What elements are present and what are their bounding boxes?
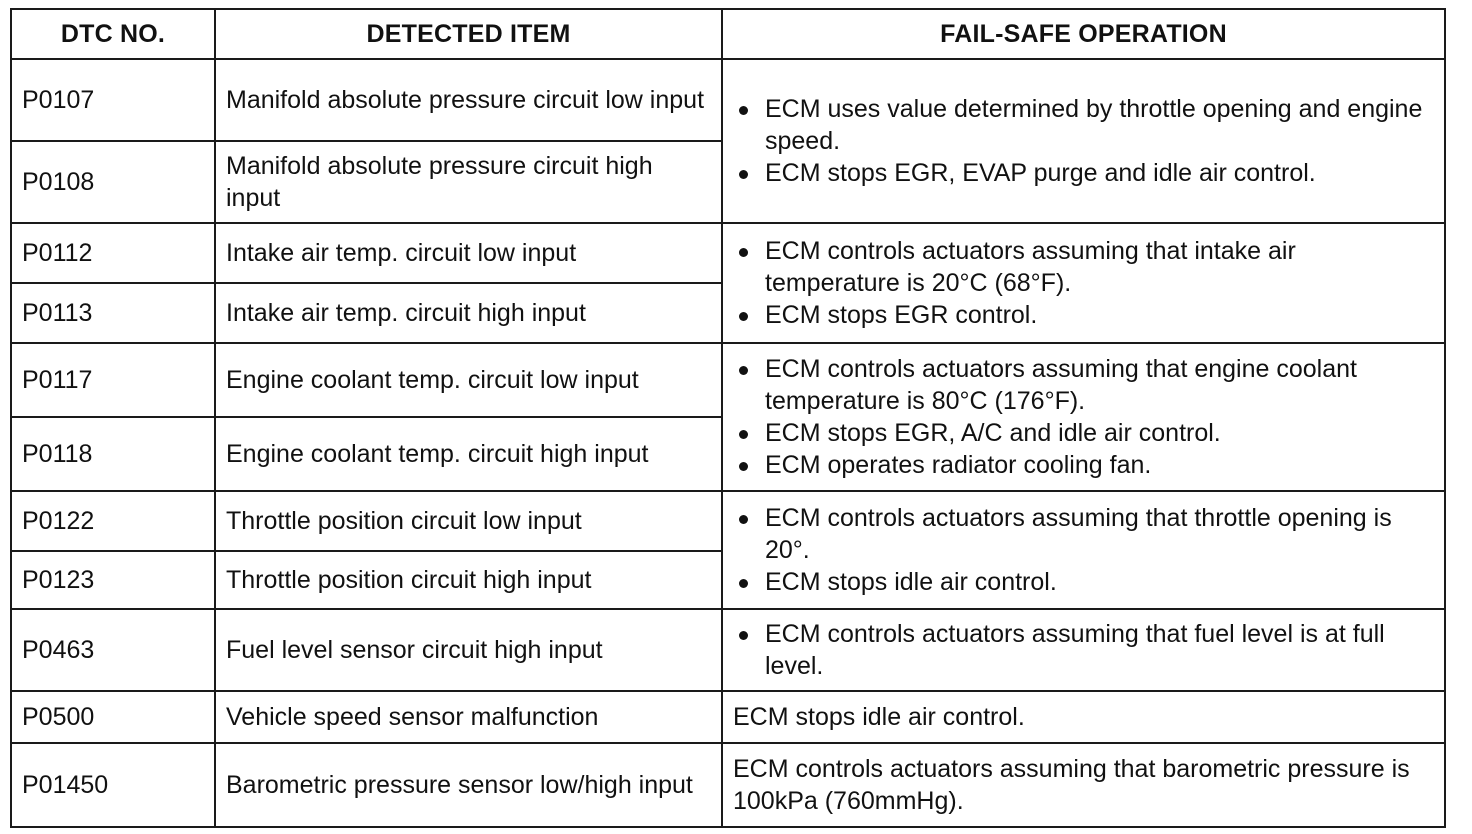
fail-safe-bullet: ECM stops EGR, A/C and idle air control. <box>733 417 1434 449</box>
fail-safe-cell <box>722 343 1445 491</box>
header-dtc-no: DTC NO. <box>11 9 215 59</box>
fail-safe-cell <box>722 59 1445 223</box>
fail-safe-bullet: ECM stops EGR control. <box>733 299 1434 331</box>
dtc-code: P0108 <box>11 141 215 223</box>
detected-item: Engine coolant temp. circuit high input <box>215 417 722 491</box>
table-row <box>11 343 1445 417</box>
detected-item: Intake air temp. circuit high input <box>215 283 722 343</box>
table-row <box>11 223 1445 283</box>
detected-item: Engine coolant temp. circuit low input <box>215 343 722 417</box>
detected-item: Barometric pressure sensor low/high input <box>215 743 722 827</box>
table-row <box>11 743 1445 827</box>
fail-safe-bullet: ECM uses value determined by throttle opening and engine speed. <box>733 93 1434 157</box>
fail-safe-cell <box>722 609 1445 691</box>
fail-safe-cell <box>722 491 1445 609</box>
table-row <box>11 59 1445 141</box>
fail-safe-cell: ECM controls actuators assuming that barometric pressure is 100kPa (760mmHg). <box>722 743 1445 827</box>
fail-safe-bullet: ECM controls actuators assuming that engine coolant temperature is 80°C (176°F). <box>733 353 1434 417</box>
fail-safe-bullet: ECM controls actuators assuming that fuel level is at full level. <box>733 618 1434 682</box>
table-row <box>11 491 1445 551</box>
fail-safe-bullet: ECM controls actuators assuming that throttle opening is 20°. <box>733 502 1434 566</box>
dtc-code: P0112 <box>11 223 215 283</box>
dtc-code: P0500 <box>11 691 215 743</box>
detected-item: Vehicle speed sensor malfunction <box>215 691 722 743</box>
detected-item: Throttle position circuit high input <box>215 551 722 609</box>
header-fail-safe-operation: FAIL-SAFE OPERATION <box>722 9 1445 59</box>
header-detected-item: DETECTED ITEM <box>215 9 722 59</box>
table-row <box>11 609 1445 691</box>
fail-safe-cell: ECM stops idle air control. <box>722 691 1445 743</box>
dtc-code: P0118 <box>11 417 215 491</box>
fail-safe-cell <box>722 223 1445 343</box>
header-row <box>11 9 1445 59</box>
detected-item: Intake air temp. circuit low input <box>215 223 722 283</box>
fail-safe-bullet: ECM operates radiator cooling fan. <box>733 449 1434 481</box>
dtc-code: P01450 <box>11 743 215 827</box>
detected-item: Throttle position circuit low input <box>215 491 722 551</box>
fail-safe-bullet: ECM controls actuators assuming that intake air temperature is 20°C (68°F). <box>733 235 1434 299</box>
dtc-code: P0463 <box>11 609 215 691</box>
dtc-code: P0122 <box>11 491 215 551</box>
dtc-code: P0123 <box>11 551 215 609</box>
detected-item: Fuel level sensor circuit high input <box>215 609 722 691</box>
dtc-code: P0107 <box>11 59 215 141</box>
detected-item: Manifold absolute pressure circuit low input <box>215 59 722 141</box>
dtc-code: P0117 <box>11 343 215 417</box>
dtc-failsafe-table <box>10 8 1446 828</box>
dtc-code: P0113 <box>11 283 215 343</box>
fail-safe-bullet: ECM stops idle air control. <box>733 566 1434 598</box>
table-row <box>11 691 1445 743</box>
detected-item: Manifold absolute pressure circuit high input <box>215 141 722 223</box>
fail-safe-bullet: ECM stops EGR, EVAP purge and idle air control. <box>733 157 1434 189</box>
